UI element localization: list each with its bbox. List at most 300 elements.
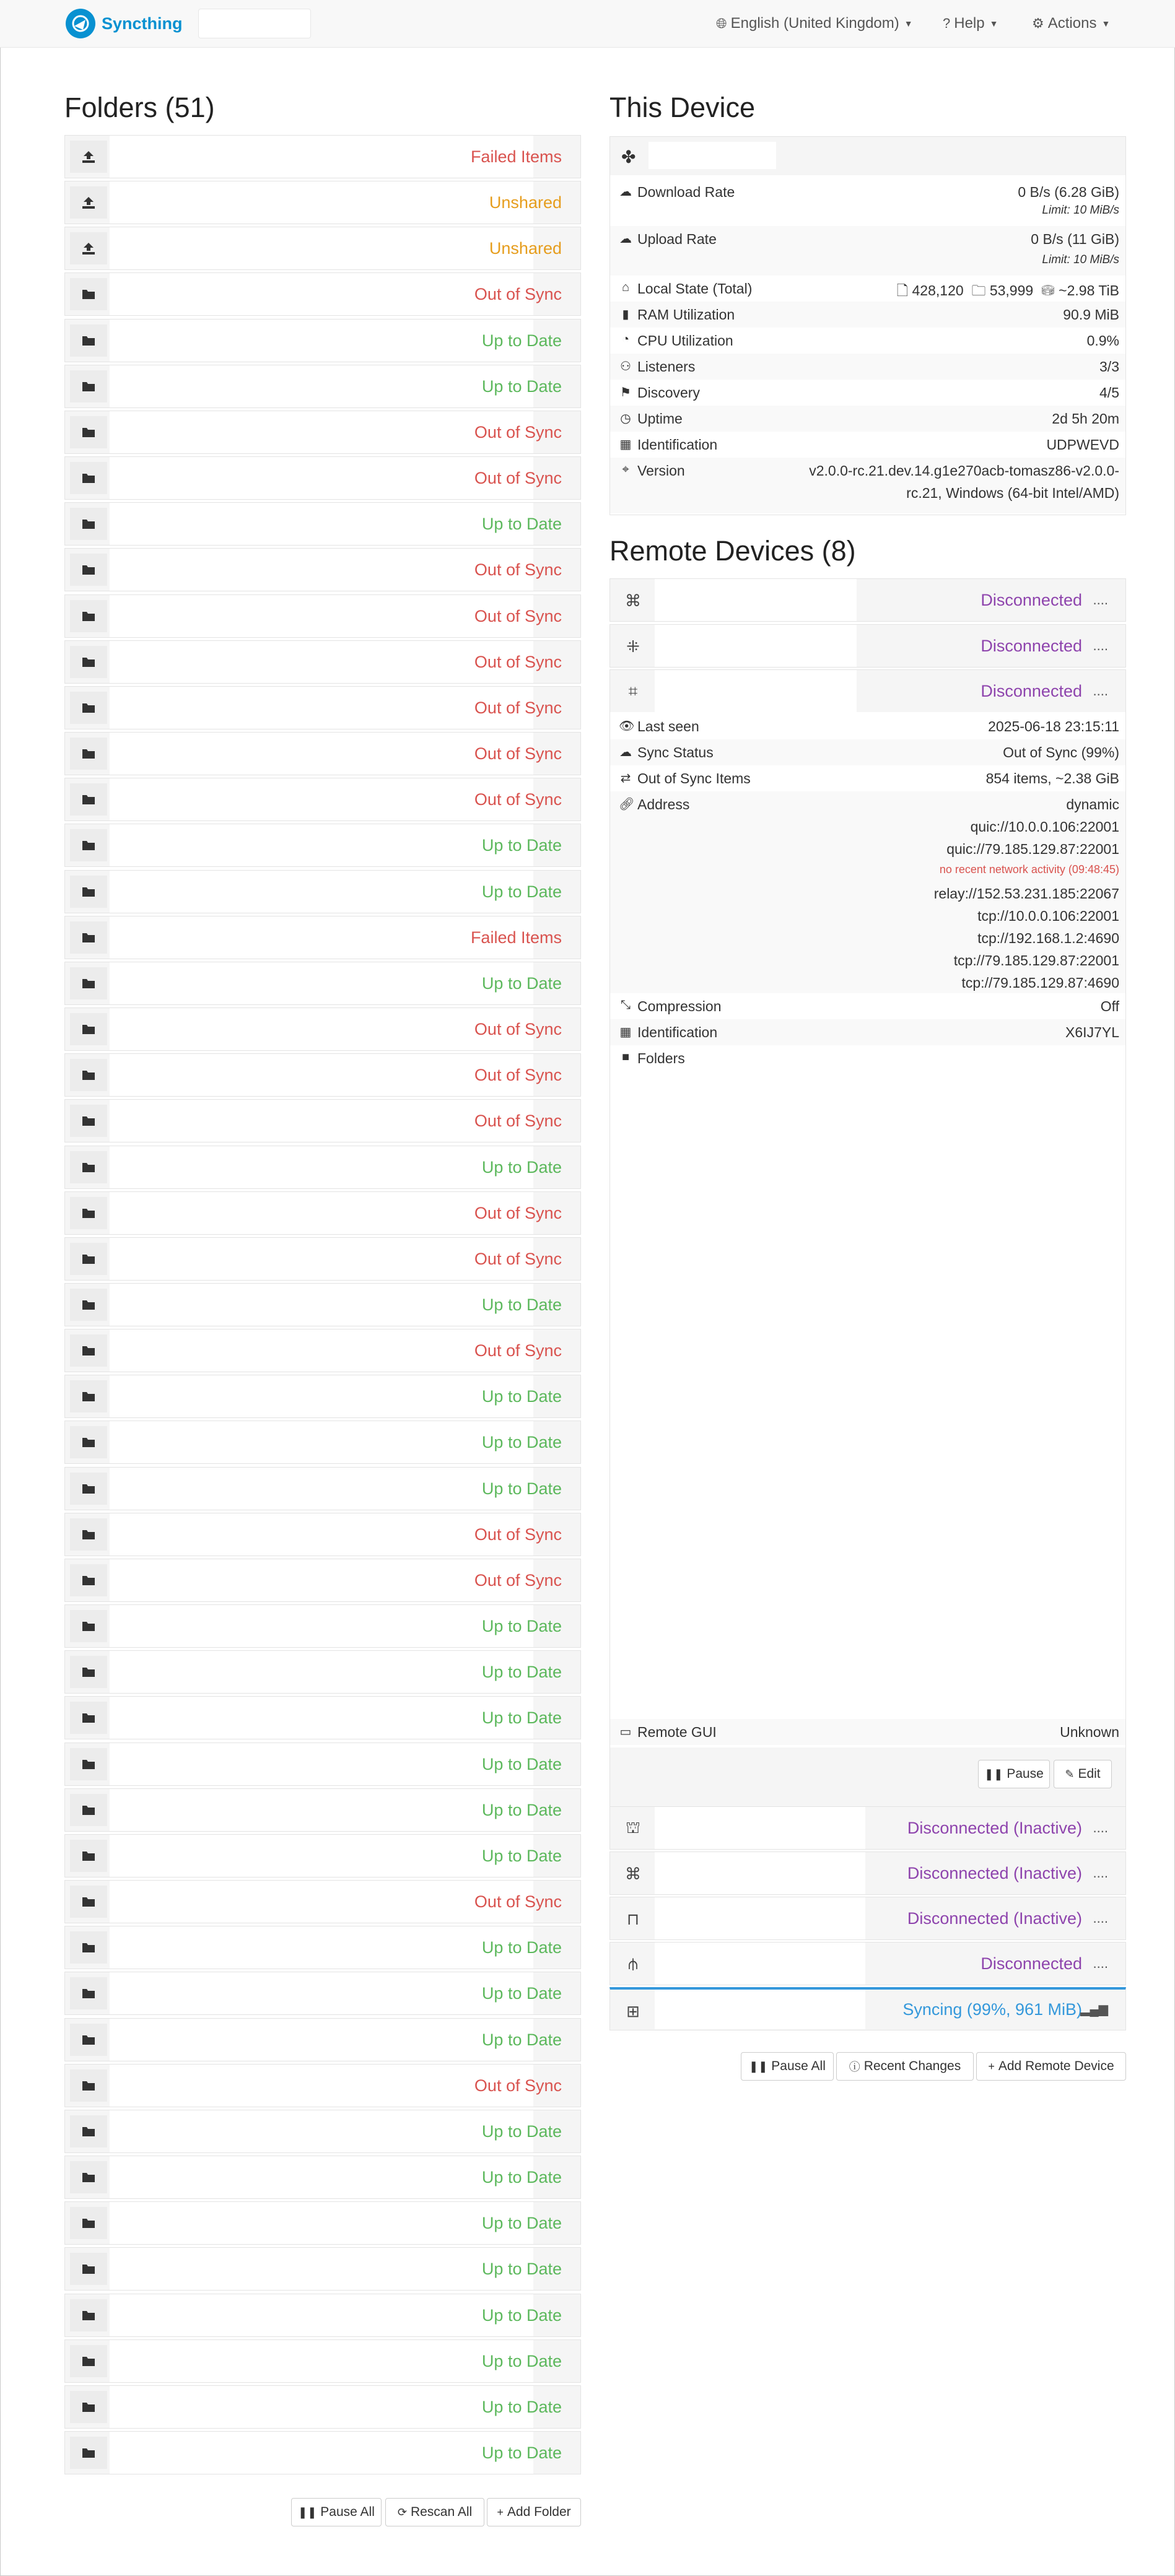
device-rate-dots: .... <box>1093 683 1108 698</box>
folder-icon <box>70 2115 107 2147</box>
folder-row[interactable] <box>64 2294 581 2337</box>
pause-all-devices-button[interactable] <box>741 2052 834 2081</box>
address-row <box>610 791 1125 993</box>
folder-icon <box>70 1105 107 1137</box>
folder-status: Up to Date <box>481 1479 562 1498</box>
folder-name <box>110 1743 533 1785</box>
folder-row[interactable] <box>64 272 581 316</box>
ram-label: RAM Utilization <box>637 307 735 323</box>
recent-changes-button[interactable] <box>836 2052 974 2081</box>
download-rate-label: Download Rate <box>637 184 735 200</box>
plus-icon: + <box>988 2060 995 2073</box>
device-name <box>655 670 857 712</box>
folder-name <box>110 457 533 499</box>
folder-name <box>110 1468 533 1510</box>
address-entry: quic://10.0.0.106:22001 <box>970 819 1119 835</box>
out-of-sync-link[interactable]: 854 items, ~2.38 GiB <box>985 770 1119 786</box>
folder-status: Up to Date <box>481 2030 562 2049</box>
identification-value[interactable]: UDPWEVD <box>1046 437 1119 453</box>
folder-status: Out of Sync <box>474 1571 562 1590</box>
folder-icon <box>70 278 107 310</box>
folder-status: Up to Date <box>481 1387 562 1406</box>
signpost-icon: ⚑ <box>620 386 631 399</box>
folder-row[interactable] <box>64 1191 581 1235</box>
remote-device-syncing[interactable] <box>609 1987 1126 2030</box>
upload-rate-value: 0 B/s (11 GiB) <box>1031 231 1119 247</box>
folder-status: Out of Sync <box>474 423 562 442</box>
folder-name <box>110 1329 533 1372</box>
folder-row[interactable] <box>64 1513 581 1556</box>
folder-row[interactable] <box>64 594 581 638</box>
device-identicon-icon: ⌘ <box>625 1864 641 1883</box>
this-device-header[interactable] <box>610 137 1125 175</box>
device-status: Syncing (99%, 961 MiB) <box>902 2000 1082 2019</box>
folder-icon <box>70 1473 107 1505</box>
remote-device[interactable] <box>609 578 1126 622</box>
download-rate-row <box>610 179 1125 226</box>
folder-name <box>110 2110 533 2152</box>
folder-status: Up to Date <box>481 1663 562 1681</box>
folder-icon <box>70 646 107 678</box>
folder-name <box>110 1835 533 1877</box>
address-entry: dynamic <box>1066 796 1119 812</box>
folder-row[interactable] <box>64 411 581 454</box>
folder-status: Up to Date <box>481 331 562 350</box>
folder-row[interactable] <box>64 778 581 821</box>
folder-row[interactable] <box>64 1237 581 1281</box>
folder-icon <box>70 1702 107 1734</box>
local-size: ~2.98 TiB <box>1059 282 1119 298</box>
pause-all-folders-button[interactable] <box>291 2498 382 2526</box>
folder-row[interactable] <box>64 2339 581 2383</box>
folder-name <box>110 1192 533 1234</box>
language-menu[interactable] <box>716 0 913 47</box>
add-folder-button[interactable] <box>487 2498 581 2526</box>
add-remote-device-button[interactable] <box>976 2052 1126 2081</box>
device-rate-dots: .... <box>1093 1820 1108 1835</box>
folder-row[interactable] <box>64 1099 581 1142</box>
device-detail-panel <box>609 712 1126 1830</box>
device-status: Disconnected <box>981 637 1082 655</box>
device-status: Disconnected (Inactive) <box>907 1909 1082 1928</box>
eye-icon: 👁︎ <box>619 720 635 733</box>
folder-status: Up to Date <box>481 974 562 993</box>
discovery-row <box>610 380 1125 406</box>
folder-status: Out of Sync <box>474 1066 562 1084</box>
remote-gui-label: Remote GUI <box>637 1724 717 1740</box>
device-identicon-icon: ✤ <box>621 147 636 167</box>
desktop-icon: ▭ <box>619 1725 632 1739</box>
folder-status: Out of Sync <box>474 1020 562 1038</box>
remote-device[interactable] <box>609 1942 1126 1985</box>
device-identicon-icon: ⌘ <box>625 591 641 610</box>
help-label: Help <box>954 15 985 32</box>
local-dirs-count: 53,999 <box>989 282 1034 298</box>
folder-row[interactable] <box>64 732 581 775</box>
listeners-label: Listeners <box>637 359 696 375</box>
folder-name <box>110 2432 533 2474</box>
caret-down-icon: ▼ <box>989 19 998 28</box>
last-seen-value: 2025-06-18 23:15:11 <box>988 718 1119 734</box>
folder-name <box>110 641 533 683</box>
remote-device[interactable] <box>609 1897 1126 1940</box>
folder-status: Up to Date <box>481 2214 562 2232</box>
folder-name <box>110 962 533 1004</box>
this-device-panel <box>609 136 1126 515</box>
folder-icon <box>70 462 107 494</box>
folder-name <box>110 1421 533 1463</box>
device-name <box>655 1943 865 1985</box>
folder-row[interactable] <box>64 824 581 867</box>
folder-icon <box>70 783 107 816</box>
folder-status: Up to Date <box>481 1938 562 1957</box>
device-rate-dots: .... <box>1093 638 1108 653</box>
folder-row[interactable] <box>64 1604 581 1648</box>
device-status: Disconnected (Inactive) <box>907 1864 1082 1882</box>
uptime-label: Uptime <box>637 411 683 427</box>
folder-status: Up to Date <box>481 515 562 533</box>
folder-row[interactable] <box>64 1696 581 1739</box>
address-entry: tcp://10.0.0.106:22001 <box>977 908 1119 924</box>
folder-row[interactable] <box>64 1375 581 1418</box>
device-identicon-icon: ⌗ <box>628 682 638 700</box>
remote-gui-row <box>610 1719 1125 1745</box>
folder-name <box>110 2294 533 2336</box>
folder-name <box>110 1972 533 2014</box>
device-rate-dots: .... <box>1093 1956 1108 1971</box>
folder-status: Out of Sync <box>474 1892 562 1911</box>
folder-icon <box>70 2299 107 2331</box>
caret-down-icon: ▼ <box>904 19 913 28</box>
language-label: English (United Kingdom) <box>730 15 899 32</box>
folder-icon <box>70 692 107 724</box>
folder-status: Up to Date <box>481 1295 562 1314</box>
folder-name <box>110 2019 533 2061</box>
info-icon: ⓘ <box>849 2061 860 2073</box>
folder-row[interactable] <box>64 1053 581 1097</box>
upload-icon <box>70 186 107 219</box>
folder-row[interactable] <box>64 2201 581 2245</box>
folder-icon <box>70 1977 107 2009</box>
folder-status: Failed Items <box>470 928 562 947</box>
brand-name: Syncthing <box>102 14 183 33</box>
folder-row[interactable] <box>64 916 581 959</box>
address-entry: relay://152.53.231.185:22067 <box>933 886 1119 902</box>
folder-status: Up to Date <box>481 2398 562 2416</box>
pause-device-button[interactable] <box>978 1760 1050 1788</box>
folder-name <box>110 227 533 269</box>
remote-device[interactable] <box>609 624 1126 668</box>
download-limit: Limit: 10 MiB/s <box>1042 204 1119 217</box>
device-rate-dots: .... <box>1093 1910 1108 1926</box>
cpu-value: 0.9% <box>1086 333 1119 349</box>
folder-icon <box>70 2161 107 2193</box>
folder-row[interactable] <box>64 686 581 729</box>
this-device-heading: This Device <box>609 92 756 123</box>
compression-row <box>610 993 1125 1019</box>
folder-icon <box>70 2253 107 2285</box>
folder-icon <box>70 1840 107 1872</box>
pause-device-label: Pause <box>1007 1767 1044 1781</box>
sync-status-label: Sync Status <box>637 744 714 760</box>
folder-name <box>110 1284 533 1326</box>
folder-icon <box>70 2207 107 2239</box>
folder-icon <box>70 554 107 586</box>
ram-value: 90.9 MiB <box>1063 307 1119 323</box>
last-seen-row <box>610 713 1125 739</box>
upload-rate-label: Upload Rate <box>637 231 717 247</box>
uptime-value: 2d 5h 20m <box>1052 411 1119 427</box>
folder-row[interactable] <box>64 1283 581 1326</box>
address-entry: tcp://79.185.129.87:22001 <box>953 952 1119 968</box>
folder-icon <box>70 1013 107 1045</box>
signal-icon: ▂▄▆ <box>1080 2003 1108 2016</box>
folder-status: Up to Date <box>481 1708 562 1727</box>
folder-row[interactable] <box>64 2385 581 2429</box>
address-entry: tcp://79.185.129.87:4690 <box>961 975 1119 991</box>
folder-row[interactable] <box>64 227 581 270</box>
compress-icon: ⤡ <box>621 998 631 1012</box>
folder-status: Out of Sync <box>474 1112 562 1130</box>
pencil-icon: ✎ <box>1065 1767 1075 1780</box>
brand-link[interactable] <box>66 8 183 39</box>
address-entry: quic://79.185.129.87:22001 <box>946 841 1119 857</box>
upload-limit: Limit: 10 MiB/s <box>1042 253 1119 266</box>
folder-icon <box>70 1610 107 1642</box>
hdd-icon: ⛁ <box>1041 282 1055 298</box>
refresh-icon: ⟳ <box>397 2505 407 2518</box>
folder-status: Up to Date <box>481 2443 562 2462</box>
folder-status: Unshared <box>489 239 562 258</box>
folder-name <box>110 2248 533 2290</box>
actions-menu[interactable] <box>1032 0 1110 47</box>
folder-status: Up to Date <box>481 1617 562 1635</box>
folder-row[interactable] <box>64 319 581 362</box>
device-rate-dots: .... <box>1093 592 1108 607</box>
remote-device-expanded[interactable] <box>609 669 1126 713</box>
folder-status: Up to Date <box>481 882 562 901</box>
memory-icon: ▮ <box>622 308 629 321</box>
home-icon: ⌂ <box>621 281 630 294</box>
upload-icon <box>70 141 107 173</box>
folder-status: Up to Date <box>481 1433 562 1451</box>
compression-value: Off <box>1100 998 1119 1014</box>
folder-name <box>110 733 533 775</box>
version-line2: rc.21, Windows (64-bit Intel/AMD) <box>906 485 1119 501</box>
folder-icon <box>70 1426 107 1458</box>
folder-name <box>110 687 533 729</box>
remote-identification-row <box>610 1019 1125 1045</box>
folder-name <box>110 1513 533 1556</box>
remote-device[interactable] <box>609 1806 1126 1850</box>
version-line1: v2.0.0-rc.21.dev.14.g1e270acb-tomasz86-v2.0.0- <box>809 463 1119 479</box>
folder-row[interactable] <box>64 1743 581 1786</box>
folder-name <box>110 1651 533 1693</box>
folder-icon <box>70 876 107 908</box>
folder-status: Out of Sync <box>474 1341 562 1360</box>
folder-icon <box>70 1656 107 1688</box>
local-files-count: 428,120 <box>912 282 964 298</box>
folder-status: Out of Sync <box>474 744 562 763</box>
folder-row[interactable] <box>64 2018 581 2061</box>
cpu-label: CPU Utilization <box>637 333 733 349</box>
device-identicon-icon: ⊞ <box>626 2001 640 2021</box>
upload-rate-row <box>610 226 1125 276</box>
shared-folders-row <box>610 1045 1125 1071</box>
folder-icon <box>70 1518 107 1551</box>
folder-icon <box>70 2437 107 2469</box>
folder-row[interactable] <box>64 640 581 684</box>
device-name <box>655 1990 865 2029</box>
folder-row[interactable] <box>64 181 581 224</box>
folder-row[interactable] <box>64 1559 581 1602</box>
folder-status: Failed Items <box>470 147 562 166</box>
compression-label: Compression <box>637 998 722 1014</box>
listeners-row <box>610 354 1125 380</box>
edit-device-button[interactable] <box>1054 1760 1112 1788</box>
remote-device[interactable] <box>609 1852 1126 1895</box>
folder-icon <box>70 829 107 861</box>
folder-name <box>110 1789 533 1831</box>
folder-status: Out of Sync <box>474 285 562 303</box>
device-name <box>655 625 857 667</box>
folder-row[interactable] <box>64 1146 581 1189</box>
folder-row[interactable] <box>64 2247 581 2291</box>
folder-row[interactable] <box>64 2431 581 2474</box>
folder-status: Out of Sync <box>474 560 562 579</box>
folder-icon <box>70 370 107 402</box>
folder-name <box>110 2065 533 2107</box>
folder-name <box>110 1375 533 1417</box>
folder-icon <box>70 921 107 954</box>
folder-row[interactable] <box>64 548 581 591</box>
last-seen-label: Last seen <box>637 718 699 734</box>
cloud-download-icon: ☁ <box>619 185 632 199</box>
folder-row[interactable] <box>64 1834 581 1878</box>
device-identicon-icon: ⁜ <box>626 637 640 656</box>
cpu-row <box>610 328 1125 354</box>
remote-identification-value[interactable]: X6IJ7YL <box>1065 1024 1119 1040</box>
folder-row[interactable] <box>64 1972 581 2015</box>
add-remote-device-label: Add Remote Device <box>998 2059 1114 2073</box>
cloud-upload-icon: ☁ <box>619 232 632 246</box>
folder-status: Out of Sync <box>474 1525 562 1544</box>
folder-row[interactable] <box>64 962 581 1005</box>
version-label: Version <box>637 463 685 479</box>
folder-status: Out of Sync <box>474 607 562 625</box>
device-name <box>655 1852 865 1894</box>
qrcode-icon: ▦ <box>619 438 632 451</box>
folder-status: Up to Date <box>481 2352 562 2370</box>
device-identicon-icon: ⫛ <box>628 1954 638 1973</box>
folder-row[interactable] <box>64 1650 581 1694</box>
device-name <box>655 1897 865 1939</box>
folder-name <box>110 1054 533 1096</box>
folder-row[interactable] <box>64 1467 581 1510</box>
exchange-icon: ⇄ <box>620 772 631 785</box>
ram-row <box>610 302 1125 328</box>
folder-row[interactable] <box>64 365 581 408</box>
download-rate-value: 0 B/s (6.28 GiB) <box>1018 184 1119 200</box>
address-label: Address <box>637 796 690 812</box>
device-name <box>655 1807 865 1849</box>
folder-icon <box>70 324 107 357</box>
folder-row[interactable] <box>64 870 581 913</box>
folder-name <box>110 549 533 591</box>
folder-icon <box>70 2024 107 2056</box>
folder-name <box>110 778 533 820</box>
folder-row[interactable] <box>64 1788 581 1832</box>
navbar <box>0 0 1175 48</box>
folder-icon <box>70 738 107 770</box>
folder-name <box>110 1605 533 1647</box>
folder-name <box>110 1008 533 1050</box>
sitemap-icon: ⚇ <box>620 360 631 373</box>
folder-name <box>110 1146 533 1188</box>
out-of-sync-label: Out of Sync Items <box>637 770 751 786</box>
folder-row[interactable] <box>64 2110 581 2153</box>
syncthing-logo-icon <box>66 9 95 38</box>
folder-row[interactable] <box>64 2064 581 2107</box>
remote-devices-heading: Remote Devices (8) <box>609 535 856 567</box>
device-status: Disconnected <box>981 591 1082 609</box>
folder-row[interactable] <box>64 456 581 500</box>
folder-icon <box>70 1197 107 1229</box>
clock-icon: ◷ <box>620 412 631 425</box>
device-identicon-icon: ⛫ <box>626 1817 640 1837</box>
folder-status: Out of Sync <box>474 653 562 671</box>
folder-status: Out of Sync <box>474 698 562 717</box>
remote-identification-label: Identification <box>637 1024 718 1040</box>
dashboard-icon: ◔ <box>621 333 630 346</box>
this-device-name <box>649 142 776 169</box>
pause-all-label: Pause All <box>320 2505 375 2519</box>
folder-row[interactable] <box>64 2156 581 2199</box>
folder-row[interactable] <box>64 135 581 178</box>
question-icon: ? <box>943 15 951 31</box>
pause-icon: ❚❚ <box>984 1767 1003 1780</box>
help-menu[interactable] <box>943 0 998 47</box>
address-warning: no recent network activity (09:48:45) <box>939 863 1119 876</box>
remote-gui-value: Unknown <box>1060 1724 1119 1740</box>
folder-row[interactable] <box>64 1880 581 1923</box>
sync-status-value: Out of Sync (99%) <box>1003 744 1119 760</box>
listeners-value[interactable]: 3/3 <box>1099 359 1119 375</box>
folder-icon <box>70 1151 107 1183</box>
folder-icon <box>70 1564 107 1596</box>
folder-row[interactable] <box>64 1329 581 1372</box>
discovery-label: Discovery <box>637 385 700 401</box>
folder-row[interactable] <box>64 1421 581 1464</box>
folder-status: Out of Sync <box>474 1204 562 1222</box>
caret-down-icon: ▼ <box>1101 19 1111 28</box>
folder-name <box>110 365 533 407</box>
discovery-value[interactable]: 4/5 <box>1099 385 1119 401</box>
device-status: Disconnected (Inactive) <box>907 1819 1082 1837</box>
folder-name <box>110 1100 533 1142</box>
folder-row[interactable] <box>64 1007 581 1051</box>
rescan-all-button[interactable] <box>385 2498 484 2526</box>
device-name <box>655 579 857 621</box>
folder-name <box>110 1238 533 1280</box>
folder-name <box>110 503 533 545</box>
folder-row[interactable] <box>64 1926 581 1969</box>
folder-name <box>110 1926 533 1969</box>
identification-row <box>610 432 1125 458</box>
folder-row[interactable] <box>64 502 581 546</box>
address-entry: tcp://192.168.1.2:4690 <box>977 930 1119 946</box>
folder-icon <box>70 1380 107 1412</box>
